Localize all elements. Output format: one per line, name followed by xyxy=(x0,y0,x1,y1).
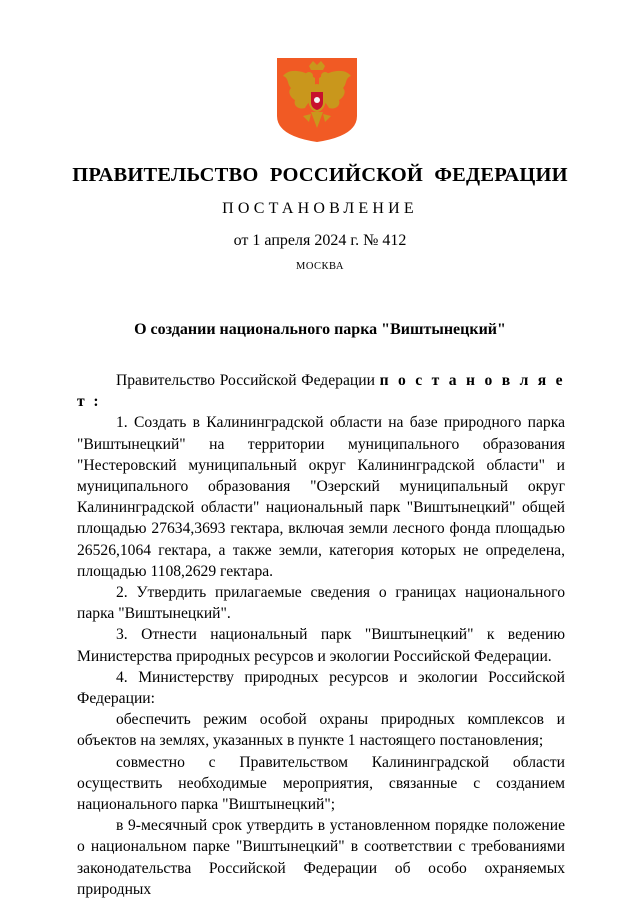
paragraph-4: 4. Министерству природных ресурсов и экологии Российской Федерации: xyxy=(77,668,565,708)
document-heading: О создании национального парка "Виштынецкий" xyxy=(134,321,506,338)
document-date-number: от 1 апреля 2024 г. № 412 xyxy=(233,232,407,249)
decree-word: п о с т а н о в л я е т : xyxy=(77,372,566,411)
paragraph-2: 2. Утвердить прилагаемые сведения о границах национального парка "Виштынецкий". xyxy=(77,584,565,623)
coat-of-arms-icon xyxy=(275,56,359,144)
paragraph-4-item-2: совместно с Правительством Калининградской области осуществить необходимые мероприятия, связанные с созданием национального парка "Виштынецкий"; xyxy=(77,753,565,814)
paragraph-4-item-3: в 9-месячный срок утвердить в установленном порядке положение о национальном парке "Виштынецкий" в соответствии с требованиями законодательства Российской Федерации об особо охраняемых природных xyxy=(77,817,565,898)
government-title: ПРАВИТЕЛЬСТВО РОССИЙСКОЙ ФЕДЕРАЦИИ xyxy=(72,164,568,186)
paragraph-4-item-1: обеспечить режим особой охраны природных комплексов и объектов на землях, указанных в пункте 1 настоящего постановления; xyxy=(77,711,565,750)
preamble xyxy=(77,370,565,412)
preamble-intro: Правительство Российской Федерации xyxy=(116,372,380,389)
paragraph-1: 1. Создать в Калининградской области на базе природного парка "Виштынецкий" на территории муниципального образования "Нестеровский муниципальный округ Калининградской области" и муниципального образования "Озерский муниципальный округ Калининградской области" национальный парк "Виштынецкий" общей площадью 27634,3693 гектара, включая земли лесного фонда площадью 26526,1064 гектара, а также земли, категория которых не определена, площадью 1108,2629 гектара. xyxy=(77,414,565,580)
city: МОСКВА xyxy=(296,261,344,272)
document-body xyxy=(77,370,565,900)
document-type: ПОСТАНОВЛЕНИЕ xyxy=(222,200,418,217)
paragraph-3: 3. Отнести национальный парк "Виштынецкий" к ведению Министерства природных ресурсов и экологии Российской Федерации. xyxy=(77,626,565,665)
